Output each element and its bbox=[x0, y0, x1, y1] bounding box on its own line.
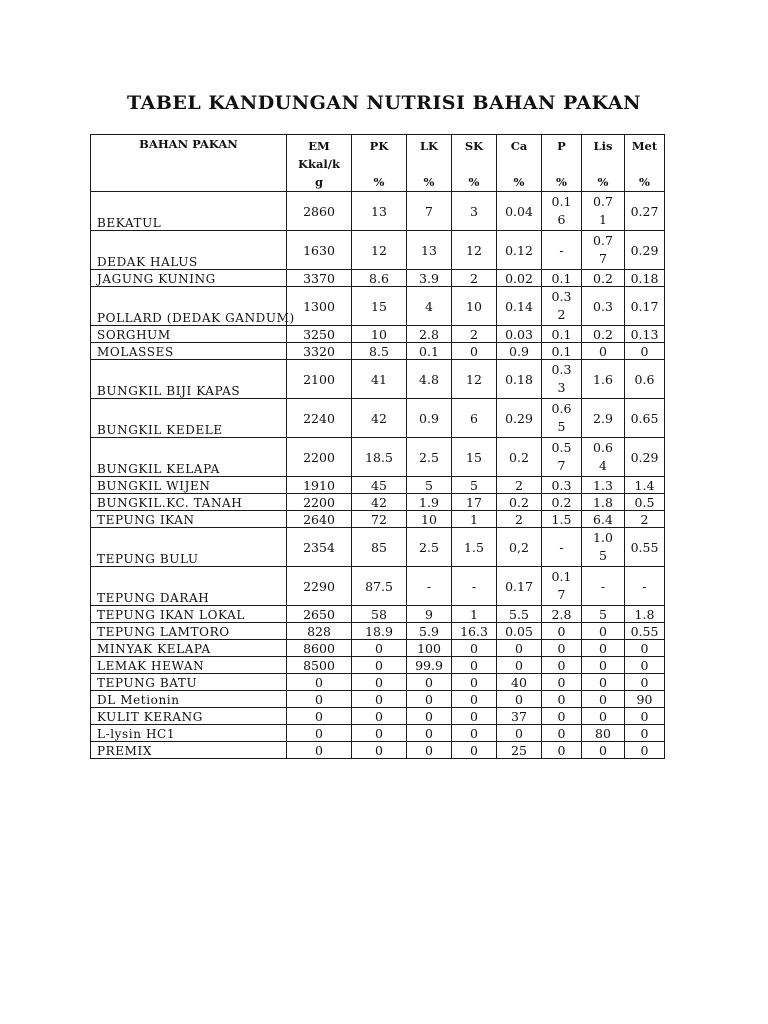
table-cell: 2.8 bbox=[542, 606, 582, 623]
table-cell: 0 bbox=[452, 708, 497, 725]
table-cell: 0 bbox=[542, 742, 582, 759]
table-cell: 80 bbox=[582, 725, 625, 742]
table-cell: 0 bbox=[497, 640, 542, 657]
table-cell: 18.9 bbox=[352, 623, 407, 640]
table-cell: 1 bbox=[452, 606, 497, 623]
table-cell: 0.29 bbox=[497, 399, 542, 438]
table-cell: 45 bbox=[352, 477, 407, 494]
table-cell: 0.3 bbox=[582, 287, 625, 326]
table-cell: 8.6 bbox=[352, 270, 407, 287]
table-header-row bbox=[91, 135, 665, 192]
cell-line: 0.3 bbox=[551, 362, 572, 377]
table-cell: 0.1 bbox=[407, 343, 452, 360]
table-cell: 0 bbox=[582, 674, 625, 691]
table-cell: 0.29 bbox=[625, 231, 665, 270]
cell-line: 0.1 bbox=[551, 569, 572, 584]
table-cell: 0 bbox=[542, 708, 582, 725]
bahan-pakan-name: BUNGKIL BIJI KAPAS bbox=[91, 360, 287, 399]
header-em-label: EM bbox=[308, 139, 330, 153]
header-p bbox=[542, 135, 582, 192]
cell-line: 0.5 bbox=[551, 440, 572, 455]
table-cell: 0.65 bbox=[625, 399, 665, 438]
table-cell: 0.18 bbox=[625, 270, 665, 287]
table-cell: 2200 bbox=[287, 494, 352, 511]
cell-line: 1.0 bbox=[593, 530, 613, 545]
table-cell: 1 bbox=[452, 511, 497, 528]
table-row bbox=[91, 528, 665, 567]
table-cell: 8.5 bbox=[352, 343, 407, 360]
table-cell: 0 bbox=[542, 691, 582, 708]
table-cell: 0 bbox=[452, 691, 497, 708]
table-cell: 3320 bbox=[287, 343, 352, 360]
table-row bbox=[91, 674, 665, 691]
table-cell: 2 bbox=[497, 477, 542, 494]
table-row bbox=[91, 287, 665, 326]
bahan-pakan-name: L-lysin HC1 bbox=[91, 725, 287, 742]
header-lis bbox=[582, 135, 625, 192]
table-cell: 2 bbox=[625, 511, 665, 528]
bahan-pakan-name: BUNGKIL KEDELE bbox=[91, 399, 287, 438]
table-cell: 41 bbox=[352, 360, 407, 399]
table-cell: 8600 bbox=[287, 640, 352, 657]
table-row bbox=[91, 343, 665, 360]
table-cell: 0 bbox=[407, 691, 452, 708]
table-row bbox=[91, 326, 665, 343]
cell-line: 5 bbox=[557, 419, 566, 434]
table-cell bbox=[542, 287, 582, 326]
table-cell: 0 bbox=[452, 674, 497, 691]
page-title: TABEL KANDUNGAN NUTRISI BAHAN PAKAN bbox=[126, 92, 642, 114]
table-cell: 0 bbox=[497, 691, 542, 708]
table-cell: 0 bbox=[625, 640, 665, 657]
table-row bbox=[91, 606, 665, 623]
table-cell: 0 bbox=[407, 674, 452, 691]
table-cell: 0 bbox=[287, 691, 352, 708]
table-cell: 828 bbox=[287, 623, 352, 640]
header-lk-unit: % bbox=[423, 175, 435, 189]
table-cell: 0.9 bbox=[497, 343, 542, 360]
header-ca-label: Ca bbox=[510, 139, 528, 153]
table-cell: 0 bbox=[407, 742, 452, 759]
table-cell: 10 bbox=[407, 511, 452, 528]
table-cell: 0 bbox=[452, 657, 497, 674]
table-cell: 16.3 bbox=[452, 623, 497, 640]
table-cell: 1.3 bbox=[582, 477, 625, 494]
table-cell: 1.4 bbox=[625, 477, 665, 494]
table-cell: 0 bbox=[582, 343, 625, 360]
header-pk-unit: % bbox=[373, 175, 385, 189]
table-cell: 4 bbox=[407, 287, 452, 326]
table-row bbox=[91, 399, 665, 438]
table-cell: 0 bbox=[582, 742, 625, 759]
table-cell: 2200 bbox=[287, 438, 352, 477]
table-cell: 2.8 bbox=[407, 326, 452, 343]
bahan-pakan-name: TEPUNG IKAN bbox=[91, 511, 287, 528]
cell-line: 1 bbox=[599, 212, 607, 227]
table-cell: 0.27 bbox=[625, 192, 665, 231]
table-cell: 1300 bbox=[287, 287, 352, 326]
table-row bbox=[91, 623, 665, 640]
table-cell: 0 bbox=[625, 742, 665, 759]
header-lis-unit: % bbox=[597, 175, 609, 189]
table-cell: 1.5 bbox=[542, 511, 582, 528]
table-cell: 0 bbox=[625, 343, 665, 360]
header-bahan-pakan: BAHAN PAKAN bbox=[91, 135, 287, 192]
table-cell: 1910 bbox=[287, 477, 352, 494]
cell-line: 3 bbox=[557, 380, 566, 395]
table-cell: 5 bbox=[452, 477, 497, 494]
table-cell bbox=[582, 231, 625, 270]
cell-line: 0.6 bbox=[551, 401, 572, 416]
header-sk-label: SK bbox=[464, 139, 484, 153]
table-cell: 15 bbox=[352, 287, 407, 326]
cell-line: 5 bbox=[599, 548, 607, 563]
table-cell: 100 bbox=[407, 640, 452, 657]
table-cell: - bbox=[625, 567, 665, 606]
table-cell: 0 bbox=[352, 708, 407, 725]
table-cell: 0.2 bbox=[582, 270, 625, 287]
bahan-pakan-name: LEMAK HEWAN bbox=[91, 657, 287, 674]
table-cell: 0 bbox=[452, 640, 497, 657]
table-cell: 40 bbox=[497, 674, 542, 691]
table-cell: 0 bbox=[352, 657, 407, 674]
header-pk bbox=[352, 135, 407, 192]
table-cell: 37 bbox=[497, 708, 542, 725]
table-cell: 0 bbox=[582, 691, 625, 708]
table-cell bbox=[542, 360, 582, 399]
table-cell: 2.9 bbox=[582, 399, 625, 438]
table-cell: 72 bbox=[352, 511, 407, 528]
table-cell: 0.17 bbox=[625, 287, 665, 326]
table-cell: 25 bbox=[497, 742, 542, 759]
table-cell: 1630 bbox=[287, 231, 352, 270]
table-row bbox=[91, 567, 665, 606]
bahan-pakan-name: POLLARD (DEDAK GANDUM) bbox=[91, 287, 287, 326]
header-met bbox=[625, 135, 665, 192]
table-cell: 0 bbox=[352, 691, 407, 708]
table-cell: 0.2 bbox=[542, 494, 582, 511]
table-row bbox=[91, 192, 665, 231]
cell-line: 0.7 bbox=[593, 194, 613, 209]
table-cell: 5.9 bbox=[407, 623, 452, 640]
table-cell: 0 bbox=[582, 640, 625, 657]
table-cell: 0 bbox=[625, 708, 665, 725]
table-cell: 0 bbox=[352, 674, 407, 691]
table-cell: 10 bbox=[452, 287, 497, 326]
table-cell: 0.05 bbox=[497, 623, 542, 640]
table-cell: 2 bbox=[497, 511, 542, 528]
bahan-pakan-name: TEPUNG BULU bbox=[91, 528, 287, 567]
cell-line: 0.1 bbox=[551, 194, 572, 209]
table-cell: 3250 bbox=[287, 326, 352, 343]
table-row bbox=[91, 231, 665, 270]
cell-line: 7 bbox=[557, 587, 566, 602]
bahan-pakan-name: PREMIX bbox=[91, 742, 287, 759]
table-cell: 2290 bbox=[287, 567, 352, 606]
table-cell: 0 bbox=[287, 674, 352, 691]
table-cell bbox=[582, 528, 625, 567]
table-cell: 2650 bbox=[287, 606, 352, 623]
table-cell: 5.5 bbox=[497, 606, 542, 623]
table-cell: 12 bbox=[452, 231, 497, 270]
table-cell bbox=[542, 567, 582, 606]
header-ca-unit: % bbox=[513, 175, 525, 189]
header-met-unit: % bbox=[639, 175, 650, 189]
table-cell: 3 bbox=[452, 192, 497, 231]
table-cell: 2240 bbox=[287, 399, 352, 438]
table-cell bbox=[542, 399, 582, 438]
table-cell: 0 bbox=[452, 742, 497, 759]
table-cell: 6 bbox=[452, 399, 497, 438]
table-cell: 90 bbox=[625, 691, 665, 708]
table-cell: 0.2 bbox=[497, 494, 542, 511]
table-cell: 0.04 bbox=[497, 192, 542, 231]
table-cell: 0.03 bbox=[497, 326, 542, 343]
table-cell: 99.9 bbox=[407, 657, 452, 674]
table-cell: 0 bbox=[407, 725, 452, 742]
table-cell: 15 bbox=[452, 438, 497, 477]
table-row bbox=[91, 438, 665, 477]
cell-line: 2 bbox=[557, 307, 566, 322]
header-lis-label: Lis bbox=[593, 139, 613, 153]
table-cell bbox=[542, 192, 582, 231]
table-cell: 13 bbox=[352, 192, 407, 231]
table-cell: - bbox=[542, 528, 582, 567]
table-cell: 87.5 bbox=[352, 567, 407, 606]
table-cell bbox=[582, 192, 625, 231]
header-em-unit-1: Kkal/k bbox=[298, 157, 340, 171]
table-row bbox=[91, 477, 665, 494]
table-row bbox=[91, 360, 665, 399]
table-cell: 0 bbox=[407, 708, 452, 725]
header-p-unit: % bbox=[556, 175, 567, 189]
table-body bbox=[91, 192, 665, 759]
table-cell: 42 bbox=[352, 399, 407, 438]
table-cell: - bbox=[407, 567, 452, 606]
bahan-pakan-name: DEDAK HALUS bbox=[91, 231, 287, 270]
table-cell: 0 bbox=[542, 674, 582, 691]
table-cell: 0 bbox=[287, 708, 352, 725]
table-cell: 5 bbox=[407, 477, 452, 494]
table-cell: 1.6 bbox=[582, 360, 625, 399]
bahan-pakan-name: MOLASSES bbox=[91, 343, 287, 360]
header-ca bbox=[497, 135, 542, 192]
nutrient-table bbox=[90, 134, 665, 759]
bahan-pakan-name: BUNGKIL.KC. TANAH bbox=[91, 494, 287, 511]
cell-line: 7 bbox=[599, 251, 607, 266]
table-cell: 42 bbox=[352, 494, 407, 511]
bahan-pakan-name: BEKATUL bbox=[91, 192, 287, 231]
table-cell: 2640 bbox=[287, 511, 352, 528]
header-lk bbox=[407, 135, 452, 192]
table-cell: 2100 bbox=[287, 360, 352, 399]
table-cell: 0.29 bbox=[625, 438, 665, 477]
table-cell: 58 bbox=[352, 606, 407, 623]
table-cell: 0,2 bbox=[497, 528, 542, 567]
table-cell: 0 bbox=[542, 640, 582, 657]
table-cell: 17 bbox=[452, 494, 497, 511]
table-cell: 3370 bbox=[287, 270, 352, 287]
table-cell: 0 bbox=[582, 657, 625, 674]
table-cell: 0 bbox=[287, 742, 352, 759]
table-cell: 10 bbox=[352, 326, 407, 343]
table-cell: 6.4 bbox=[582, 511, 625, 528]
table-cell: 0 bbox=[625, 657, 665, 674]
header-met-label: Met bbox=[631, 139, 658, 153]
table-cell bbox=[582, 438, 625, 477]
header-lk-label: LK bbox=[419, 139, 439, 153]
cell-line: 0.6 bbox=[593, 440, 613, 455]
table-row bbox=[91, 691, 665, 708]
table-cell: 0.2 bbox=[497, 438, 542, 477]
table-cell: 0.9 bbox=[407, 399, 452, 438]
table-row bbox=[91, 657, 665, 674]
table-cell: 2 bbox=[452, 326, 497, 343]
table-cell: - bbox=[542, 231, 582, 270]
table-cell: 0 bbox=[582, 708, 625, 725]
header-sk bbox=[452, 135, 497, 192]
table-cell: 18.5 bbox=[352, 438, 407, 477]
table-cell: 85 bbox=[352, 528, 407, 567]
table-cell: 0.1 bbox=[542, 270, 582, 287]
table-cell: 0.55 bbox=[625, 528, 665, 567]
header-pk-label: PK bbox=[369, 139, 389, 153]
table-cell: 0.14 bbox=[497, 287, 542, 326]
table-cell: 2.5 bbox=[407, 438, 452, 477]
table-row bbox=[91, 742, 665, 759]
table-cell: 13 bbox=[407, 231, 452, 270]
table-cell: 8500 bbox=[287, 657, 352, 674]
table-cell: 0 bbox=[352, 640, 407, 657]
table-cell: 7 bbox=[407, 192, 452, 231]
table-row bbox=[91, 640, 665, 657]
table-cell: 9 bbox=[407, 606, 452, 623]
bahan-pakan-name: SORGHUM bbox=[91, 326, 287, 343]
bahan-pakan-name: MINYAK KELAPA bbox=[91, 640, 287, 657]
table-cell: 0 bbox=[352, 725, 407, 742]
table-cell: 12 bbox=[352, 231, 407, 270]
table-cell: 0 bbox=[625, 674, 665, 691]
bahan-pakan-name: KULIT KERANG bbox=[91, 708, 287, 725]
header-em-unit-2: g bbox=[314, 175, 324, 189]
header-em bbox=[287, 135, 352, 192]
table-cell: 0 bbox=[582, 623, 625, 640]
table-cell: 0.55 bbox=[625, 623, 665, 640]
table-cell: 0.1 bbox=[542, 326, 582, 343]
bahan-pakan-name: BUNGKIL KELAPA bbox=[91, 438, 287, 477]
bahan-pakan-name: TEPUNG IKAN LOKAL bbox=[91, 606, 287, 623]
table-row bbox=[91, 708, 665, 725]
table-cell: 2354 bbox=[287, 528, 352, 567]
table-cell: 0 bbox=[625, 725, 665, 742]
table-cell: 0 bbox=[542, 623, 582, 640]
bahan-pakan-name: JAGUNG KUNING bbox=[91, 270, 287, 287]
table-cell: 0.5 bbox=[625, 494, 665, 511]
bahan-pakan-name: BUNGKIL WIJEN bbox=[91, 477, 287, 494]
table-cell: 1.8 bbox=[625, 606, 665, 623]
table-cell: 0 bbox=[497, 725, 542, 742]
table-cell: 2860 bbox=[287, 192, 352, 231]
table-cell: 0.18 bbox=[497, 360, 542, 399]
table-cell: 3.9 bbox=[407, 270, 452, 287]
table-cell: 0.2 bbox=[582, 326, 625, 343]
table-row bbox=[91, 494, 665, 511]
table-cell: 0 bbox=[352, 742, 407, 759]
cell-line: 7 bbox=[557, 458, 566, 473]
table-cell: 2 bbox=[452, 270, 497, 287]
table-cell: 0.6 bbox=[625, 360, 665, 399]
table-cell: 1.5 bbox=[452, 528, 497, 567]
table-cell: 0 bbox=[542, 657, 582, 674]
bahan-pakan-name: DL Metionin bbox=[91, 691, 287, 708]
table-cell: 0.3 bbox=[542, 477, 582, 494]
table-cell: 0.02 bbox=[497, 270, 542, 287]
table-cell: 0 bbox=[287, 725, 352, 742]
bahan-pakan-name: TEPUNG BATU bbox=[91, 674, 287, 691]
bahan-pakan-name: TEPUNG DARAH bbox=[91, 567, 287, 606]
table-cell bbox=[542, 438, 582, 477]
table-cell: 0 bbox=[542, 725, 582, 742]
table-cell: 1.8 bbox=[582, 494, 625, 511]
table-cell: 0.1 bbox=[542, 343, 582, 360]
table-cell: 1.9 bbox=[407, 494, 452, 511]
table-row bbox=[91, 511, 665, 528]
table-cell: 0 bbox=[497, 657, 542, 674]
table-cell: 4.8 bbox=[407, 360, 452, 399]
table-cell: 5 bbox=[582, 606, 625, 623]
table-cell: 0 bbox=[452, 725, 497, 742]
table-cell: 2.5 bbox=[407, 528, 452, 567]
cell-line: 6 bbox=[557, 212, 566, 227]
table-cell: - bbox=[452, 567, 497, 606]
table-row bbox=[91, 725, 665, 742]
table-cell: 0 bbox=[452, 343, 497, 360]
bahan-pakan-name: TEPUNG LAMTORO bbox=[91, 623, 287, 640]
cell-line: 0.7 bbox=[593, 233, 613, 248]
table-cell: 0.17 bbox=[497, 567, 542, 606]
table-cell: - bbox=[582, 567, 625, 606]
table-cell: 0.13 bbox=[625, 326, 665, 343]
table-cell: 0.12 bbox=[497, 231, 542, 270]
cell-line: 4 bbox=[599, 458, 607, 473]
header-p-label: P bbox=[557, 139, 566, 153]
table-cell: 12 bbox=[452, 360, 497, 399]
cell-line: 0.3 bbox=[551, 289, 572, 304]
table-row bbox=[91, 270, 665, 287]
header-sk-unit: % bbox=[468, 175, 480, 189]
